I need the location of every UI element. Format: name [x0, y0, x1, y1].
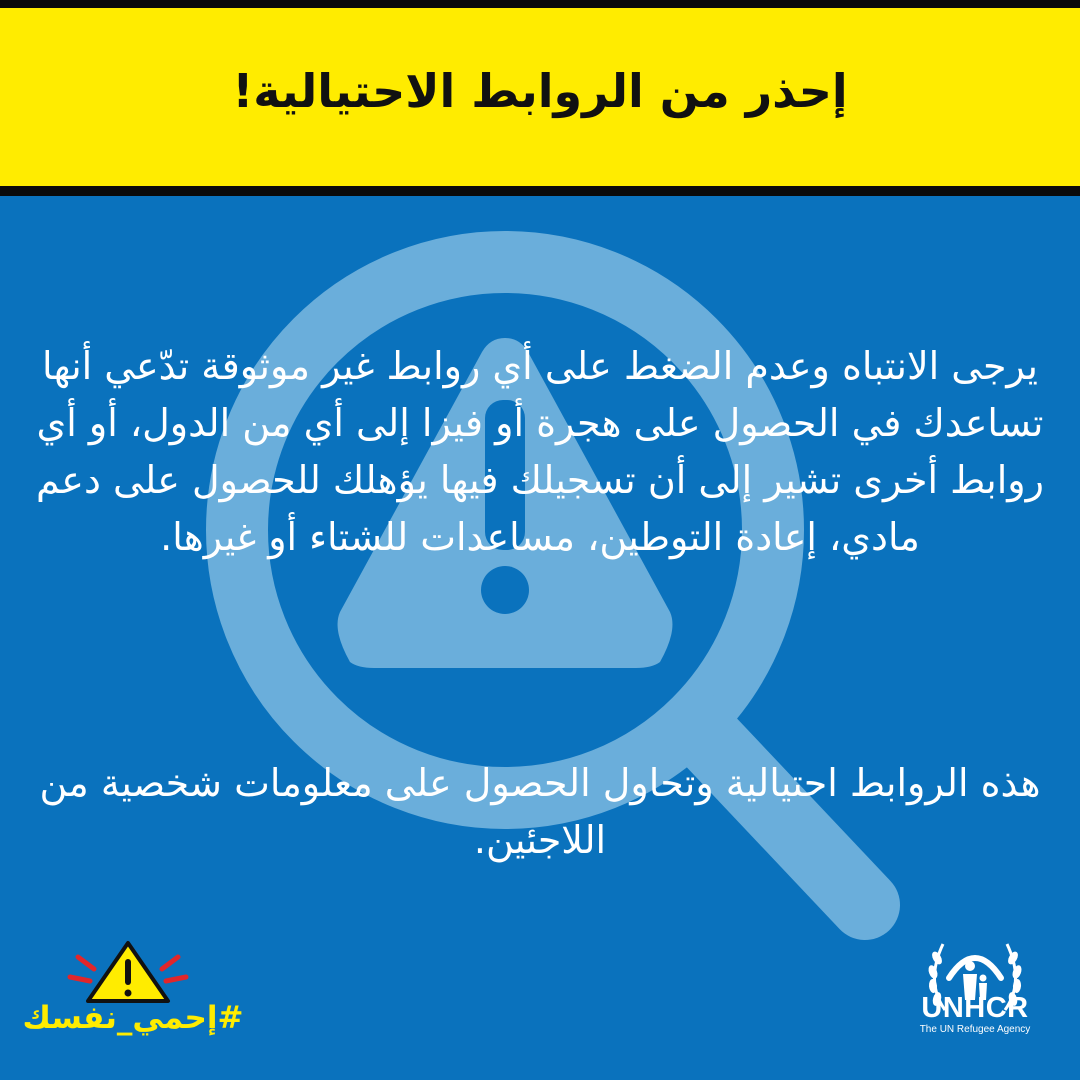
unhcr-wordmark: UNHCR	[921, 992, 1029, 1024]
warning-triangle-icon	[28, 935, 248, 1055]
page-title: إحذر من الروابط الاحتيالية!	[232, 64, 848, 118]
fraud-paragraph: هذه الروابط احتيالية وتحاول الحصول على معلومات شخصية من اللاجئين.	[39, 761, 1041, 862]
hashtag-label: #إحمي_نفسك	[22, 1000, 244, 1036]
warning-paragraph: يرجى الانتباه وعدم الضغط على أي روابط غير موثوقة تدّعي أنها تساعدك في الحصول على هجرة أو فيزا إلى أي من الدول، أو أي روابط أخرى تشير إلى أن تسجيلك فيها يؤهلك للحصول على دعم مادي، إعادة التوطين، مساعدات للشتاء أو غيرها.	[36, 344, 1044, 559]
unhcr-tagline: The UN Refugee Agency	[919, 1024, 1031, 1035]
